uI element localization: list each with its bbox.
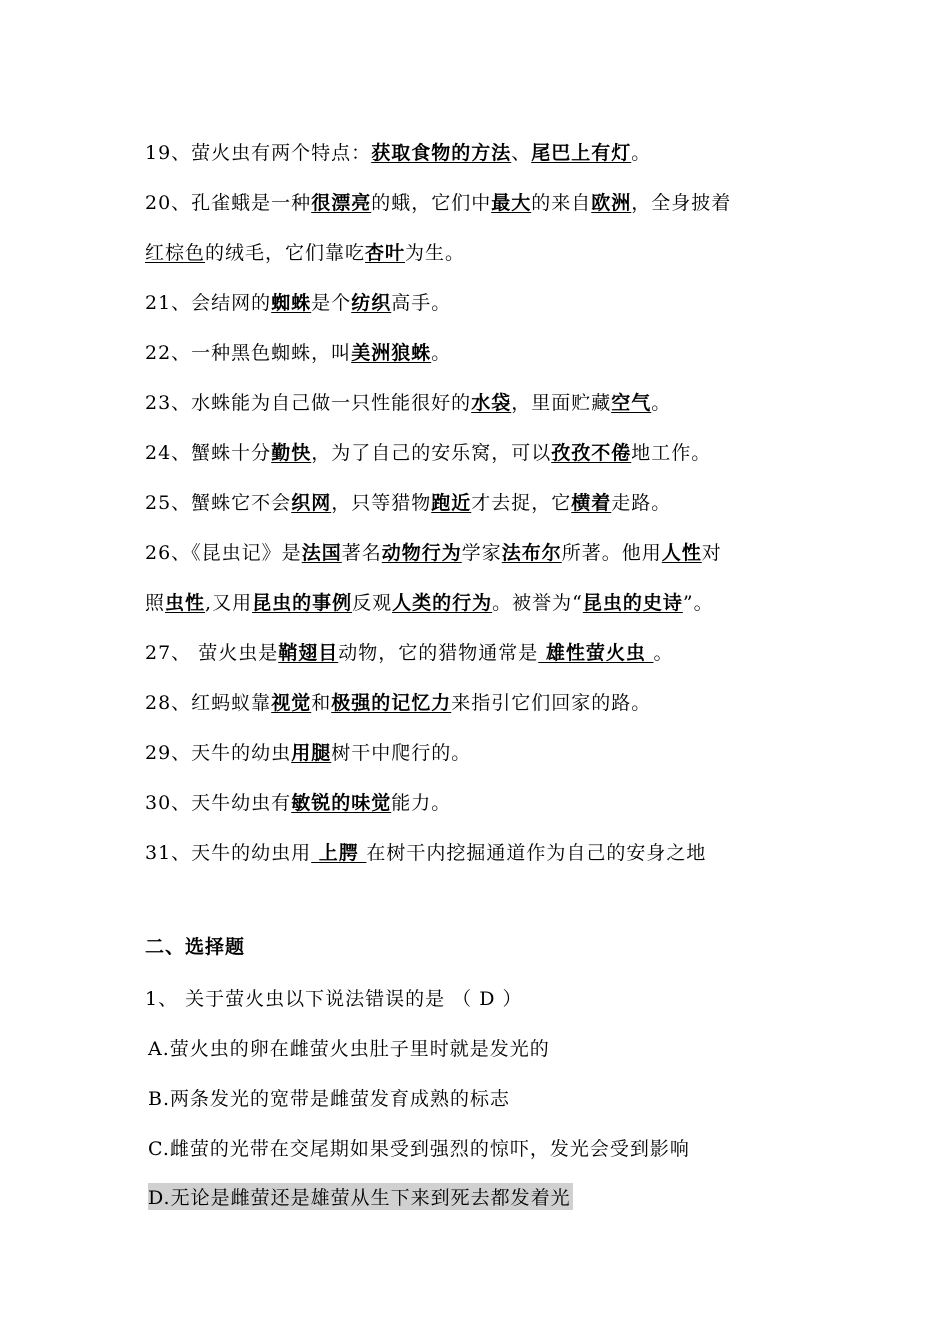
text-segment: 和 [311, 692, 332, 714]
answer-underlined: 敏锐的味觉 [291, 792, 392, 814]
option-c: C.雌萤的光带在交尾期如果受到强烈的惊吓，发光会受到影响 [148, 1138, 690, 1160]
text-segment: 29、天牛的幼虫 [145, 742, 292, 764]
text-segment: 。 [631, 142, 652, 164]
answer-underlined: 鞘翅目 [278, 642, 339, 664]
text-segment: 动物，它的猎物通常是 [338, 642, 539, 664]
answer-underlined: 很漂亮 [311, 192, 372, 214]
answer-underlined: 虫性 [165, 592, 206, 614]
answer-underlined: 昆虫的事例 [252, 592, 353, 614]
answer-underlined: 水袋 [471, 392, 512, 414]
answer-underlined: 跑近 [431, 492, 472, 514]
text-segment: 、 [511, 142, 532, 164]
text-segment: 走路。 [611, 492, 672, 514]
text-segment: 所著。他用 [561, 542, 662, 564]
text-segment: ,又用 [205, 592, 253, 614]
text-segment: ，全身披着 [631, 192, 732, 214]
answer-underlined: 孜孜不倦 [551, 442, 632, 464]
answer-underlined: 空气 [611, 392, 652, 414]
fill-item-line [145, 238, 465, 265]
fill-item-line [145, 388, 671, 415]
answer-underlined: 横着 [571, 492, 612, 514]
fill-item-line [145, 588, 714, 615]
answer-underlined: 法布尔 [501, 542, 562, 564]
answer-underlined: 视觉 [271, 692, 312, 714]
fill-item-line [145, 538, 722, 565]
text-segment: 22、一种黑色蜘蛛，叫 [145, 342, 352, 364]
answer-underlined: 法国 [301, 542, 342, 564]
text-segment: 20、孔雀蛾是一种 [145, 192, 312, 214]
answer-underlined: 纺织 [351, 292, 392, 314]
text-segment: ”。 [682, 592, 714, 614]
answer-underlined: 杏叶 [365, 242, 406, 264]
text-segment: 。 [651, 392, 672, 414]
answer-underlined: 用腿 [291, 742, 332, 764]
text-segment: ，为了自己的安乐窝，可以 [311, 442, 552, 464]
fill-item-line [145, 738, 471, 765]
fill-item-line [145, 288, 451, 315]
answer-underlined: 人类的行为 [392, 592, 493, 614]
text-segment: 学家 [461, 542, 502, 564]
text-segment: 高手。 [391, 292, 452, 314]
fill-item-line [145, 688, 651, 715]
answer-underlined: 蜘蛛 [271, 292, 312, 314]
answer-underlined: 人性 [661, 542, 702, 564]
text-segment: 25、蟹蛛它不会 [145, 492, 292, 514]
text-segment: 23、水蛛能为自己做一只性能很好的 [145, 392, 472, 414]
answer-underlined: 美洲狼蛛 [351, 342, 432, 364]
text-segment: 才去捉，它 [471, 492, 572, 514]
text-segment: 的蛾，它们中 [371, 192, 492, 214]
option-b: B.两条发光的宽带是雌萤发育成熟的标志 [148, 1088, 511, 1110]
question-stem: 1、 关于萤火虫以下说法错误的是 （ D ） [145, 988, 523, 1010]
answer-underlined: 极强的记忆力 [331, 692, 452, 714]
answer-underlined: 欧洲 [591, 192, 632, 214]
answer-underlined: 昆虫的史诗 [582, 592, 683, 614]
section-heading: 二、选择题 [145, 936, 246, 958]
text-segment: 的绒毛，它们靠吃 [205, 242, 366, 264]
answer-underlined: 上腭 [311, 842, 367, 864]
fill-item-line [145, 138, 651, 165]
fill-item-line [145, 788, 451, 815]
text-segment: 30、天牛幼虫有 [145, 792, 292, 814]
text-segment: 反观 [352, 592, 393, 614]
text-segment: 19、萤火虫有两个特点： [145, 142, 372, 164]
text-segment: 是个 [311, 292, 352, 314]
fill-item-line [145, 338, 451, 365]
text-segment: 27、 萤火虫是 [145, 642, 279, 664]
fill-item-line [145, 488, 671, 515]
fill-item-line [145, 438, 711, 465]
text-segment: 。 [653, 642, 674, 664]
text-underlined: 红棕色 [145, 242, 206, 264]
option-a: A.萤火虫的卵在雌萤火虫肚子里时就是发光的 [148, 1038, 550, 1060]
fill-item-line [145, 838, 706, 865]
text-segment: 。 [431, 342, 452, 364]
text-segment: ，只等猎物 [331, 492, 432, 514]
answer-underlined: 动物行为 [381, 542, 462, 564]
answer-underlined: 织网 [291, 492, 332, 514]
text-segment: ，里面贮藏 [511, 392, 612, 414]
text-segment: 。被誉为“ [492, 592, 583, 614]
answer-underlined: 勤快 [271, 442, 312, 464]
text-segment: 能力。 [391, 792, 452, 814]
text-segment: 对 [701, 542, 722, 564]
text-segment: 来指引它们回家的路。 [451, 692, 652, 714]
answer-underlined: 尾巴上有灯 [531, 142, 632, 164]
text-segment: 26、《昆虫记》是 [145, 542, 302, 564]
fill-item-line [145, 188, 731, 215]
text-segment: 在树干内挖掘通道作为自己的安身之地 [366, 842, 707, 864]
fill-item-line [145, 638, 674, 665]
text-segment: 树干中爬行的。 [331, 742, 472, 764]
text-segment: 著名 [341, 542, 382, 564]
text-segment: 24、蟹蛛十分 [145, 442, 272, 464]
text-segment: 照 [145, 592, 166, 614]
text-segment: 31、天牛的幼虫用 [145, 842, 312, 864]
text-segment: 的来自 [531, 192, 592, 214]
text-segment: 为生。 [405, 242, 466, 264]
text-segment: 21、会结网的 [145, 292, 272, 314]
answer-underlined: 获取食物的方法 [371, 142, 512, 164]
answer-underlined: 最大 [491, 192, 532, 214]
text-segment: 28、红蚂蚁靠 [145, 692, 272, 714]
answer-underlined: 雄性萤火虫 [538, 642, 654, 664]
text-segment: 地工作。 [631, 442, 712, 464]
option-d-highlighted: D.无论是雌萤还是雄萤从生下来到死去都发着光 [148, 1183, 573, 1210]
